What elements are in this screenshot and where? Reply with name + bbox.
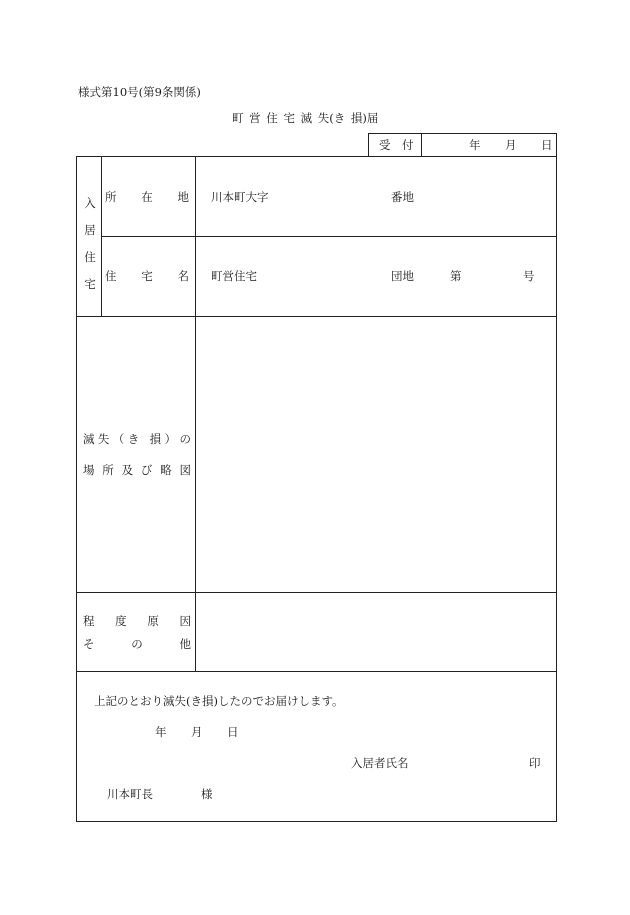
housing-name-value: 町営住宅: [211, 269, 257, 283]
housing-go: 号: [523, 269, 535, 283]
extent-field[interactable]: [196, 593, 556, 671]
resident-name-label: 入居者氏名: [351, 756, 409, 770]
declaration-day: 日: [227, 725, 239, 739]
seal-mark: 印: [529, 756, 541, 770]
form-title: 町 営 住 宅 滅 失(き 損)届: [232, 111, 379, 125]
housing-estate: 団地: [391, 269, 414, 283]
sketch-area[interactable]: [196, 317, 556, 592]
form-table: [76, 156, 557, 822]
receipt-label: 受 付: [379, 138, 414, 152]
form-number: 様式第10号(第9条関係): [78, 85, 201, 99]
declaration-year: 年: [155, 725, 167, 739]
housing-dai: 第: [450, 269, 462, 283]
residence-group-label: 入 居 住 宅: [84, 196, 96, 291]
damage-place-label-1: 滅失（き 損）の: [83, 432, 191, 446]
receipt-box: [368, 133, 557, 156]
location-label: 所 在 地: [105, 190, 189, 204]
location-value: 川本町大字: [211, 190, 269, 204]
extent-label-2: そ の 他: [83, 637, 191, 651]
receipt-day: 日: [541, 138, 553, 152]
declaration-month: 月: [191, 725, 203, 739]
receipt-year: 年: [469, 138, 481, 152]
extent-label-1: 程 度 原 因: [83, 614, 191, 628]
addressee-honorific: 様: [201, 787, 213, 801]
damage-place-label-2: 場所及び略図: [83, 463, 191, 477]
housing-name-label: 住 宅 名: [105, 269, 189, 283]
addressee: 川本町長: [107, 787, 153, 801]
receipt-month: 月: [505, 138, 517, 152]
location-suffix: 番地: [391, 190, 414, 204]
declaration-statement: 上記のとおり滅失(き損)したのでお届けします。: [94, 694, 344, 708]
